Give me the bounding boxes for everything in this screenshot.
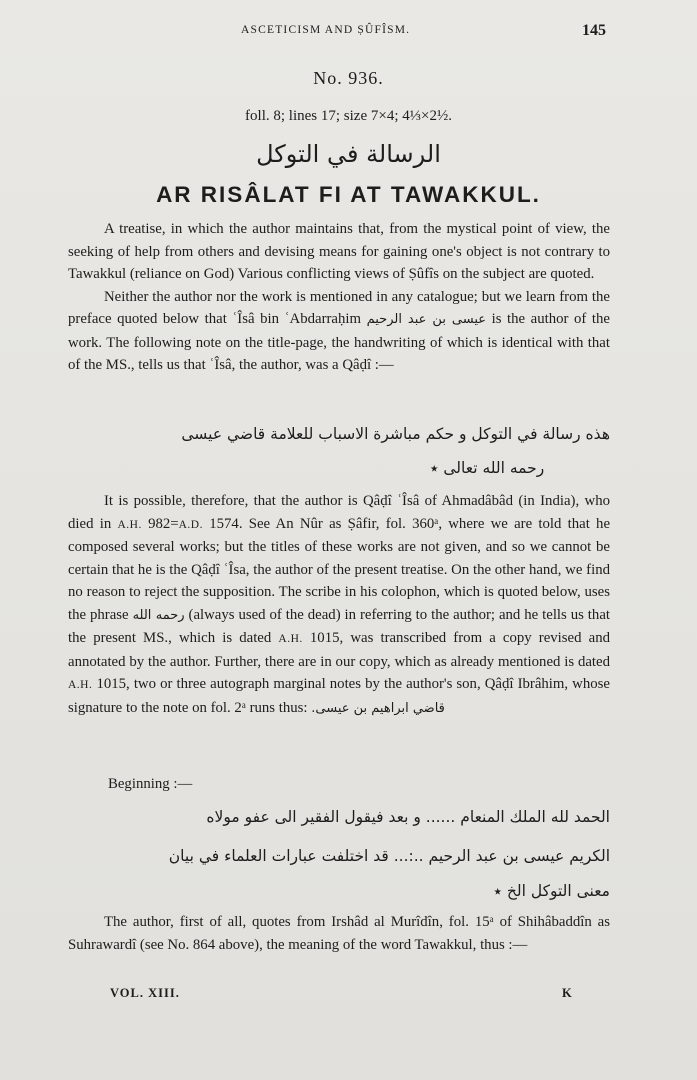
page-number: 145 bbox=[582, 22, 606, 39]
paragraph-4: The author, first of all, quotes from Irshâd al Murîdîn, fol. 15ᵃ of Shihâbaddîn as Suhrawardî (see No. 864 above), the meaning of the word Tawakkul, thus :— bbox=[68, 914, 610, 953]
beginning-arabic-line-1: الحمد لله الملك المنعام ...... و بعد فيقول الفقير الى عفو مولاه bbox=[206, 808, 610, 826]
description-block bbox=[68, 218, 610, 377]
paragraph-3-text-3: 1574. See An Nûr as Ṣâfir, fol. 360ᵃ, where we are told that he composed several works; but the titles of these works are not given, and so we cannot be certain that he is the Qâḍî ʿÎsa, the author of the present treatise. On the other hand, we find no reason to reject the supposition. The scribe in his colophon, which is quoted below, uses the phrase bbox=[68, 515, 611, 623]
work-title: AR RISÂLAT FI AT TAWAKKUL. bbox=[156, 182, 541, 207]
beginning-arabic-line-2: الكريم عيسى بن عبد الرحيم ..:... قد اختلفت عبارات العلماء في بيان bbox=[168, 847, 610, 865]
folio-description: foll. 8; lines 17; size 7×4; 4⅓×2½. bbox=[245, 108, 452, 124]
title-page-note-line-1: هذه رسالة في التوكل و حكم مباشرة الاسباب للعلامة قاضي عيسى bbox=[181, 425, 610, 443]
phrase-arabic: رحمه الله bbox=[132, 607, 185, 623]
paragraph-2-text-b: is the author of the work. The following note on the title-page, the handwriting of which is identical with that of the MS., tells us that ʿÎsâ, the author, was a Qâḍî :— bbox=[68, 311, 610, 373]
volume-label: VOL. XIII. bbox=[110, 986, 180, 1000]
beginning-label: Beginning :— bbox=[108, 776, 193, 792]
era-ad: A.D. bbox=[178, 518, 203, 531]
discussion-block bbox=[68, 490, 610, 720]
paragraph-3-text-2: 982= bbox=[148, 515, 179, 532]
paragraph-2 bbox=[68, 286, 610, 377]
note-line-2-text: رحمه الله تعالى ٭ bbox=[430, 459, 545, 477]
paragraph-3-text-6: 1015, two or three autograph marginal notes by the author's son, Qâḍî Ibrâhim, whose signature to the note on fol. 2ᵃ runs thus: bbox=[68, 676, 610, 716]
signature-mark: K bbox=[562, 986, 572, 1000]
paragraph-1: A treatise, in which the author maintains that, from the mystical point of view, the seeking of help from others and devising means for gaining one's object is not contrary to Tawakkul (reliance on God) Various conflicting views of Ṣûfîs on the subject are quoted. bbox=[68, 221, 610, 282]
page-footer bbox=[0, 986, 697, 1006]
entry-number: No. 936. bbox=[313, 68, 384, 88]
beginning-arabic-line-3-text: معنى التوكل الخ ٭ bbox=[493, 882, 610, 900]
era-ah-1: A.H. bbox=[117, 518, 142, 531]
era-ah-2: A.H. bbox=[278, 633, 303, 645]
paragraph-2-text-a: Neither the author nor the work is mentioned in any catalogue; but we learn from the preface quoted below that ʿÎsâ bin ʿAbdarraḥim bbox=[68, 288, 610, 327]
paragraph-3-text-4: (always used of the dead) in referring to the author; and he tells us that the present MS., which is dated bbox=[68, 606, 610, 646]
author-name-arabic: عيسى بن عبد الرحيم bbox=[366, 312, 487, 327]
signature-arabic: قاضي ابراهيم بن عيسى. bbox=[311, 700, 445, 716]
paragraph-3 bbox=[68, 490, 610, 720]
paragraph-3-text-1: It is possible, therefore, that the author is Qâḍî ʿÎsâ of Ahmadâbâd (in India), who died in bbox=[68, 493, 610, 532]
beginning-arabic-line-3 bbox=[68, 882, 610, 900]
arabic-title: الرسالة في التوكل bbox=[256, 140, 441, 168]
era-ah-3: A.H. bbox=[68, 679, 93, 691]
closing-block bbox=[68, 911, 610, 956]
section-title: ASCETICISM AND ṢÛFÎSM. bbox=[241, 24, 411, 36]
paragraph-3-text-5: 1015, was transcribed from a copy revised and annotated by the author. Further, there are in our copy, which as already mentioned is dated bbox=[68, 630, 610, 670]
running-head bbox=[0, 24, 697, 42]
